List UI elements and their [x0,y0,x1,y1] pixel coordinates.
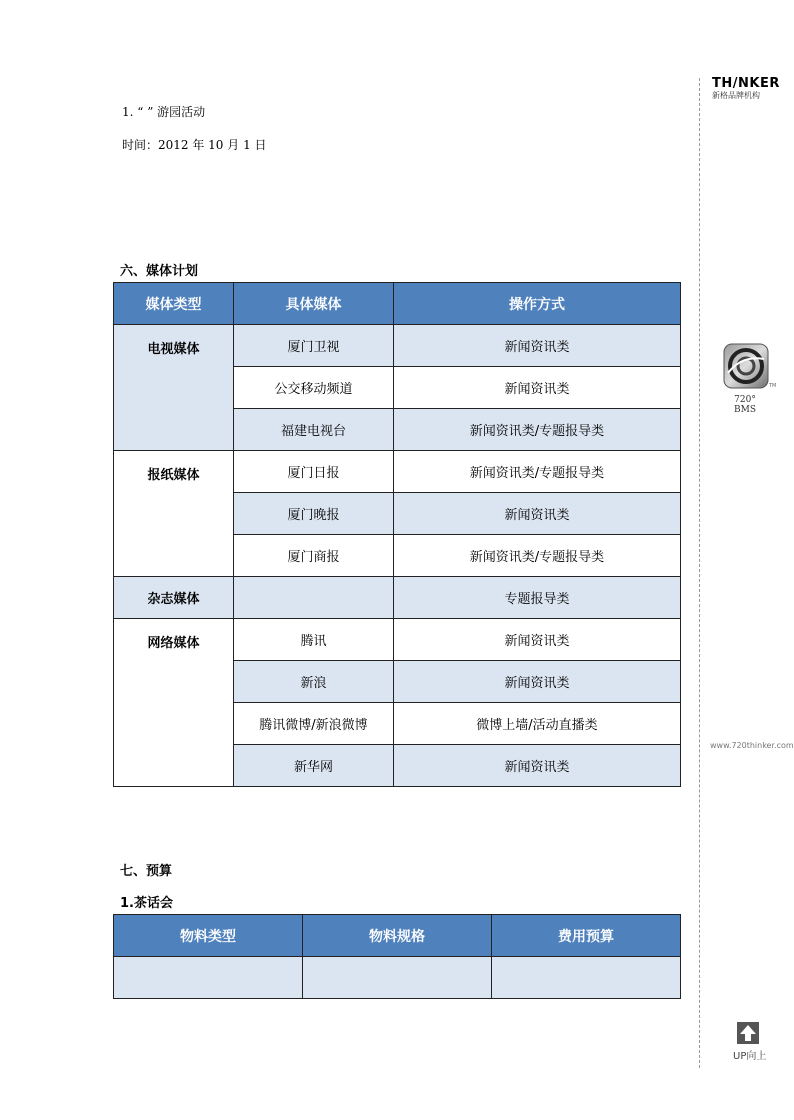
section-media-plan: 六、媒体计划 [120,264,199,279]
media-cell: 福建电视台 [234,409,394,451]
media-cell: 厦门商报 [234,535,394,577]
method-cell: 新闻资讯类 [394,493,681,535]
table-row [114,619,681,661]
media-type-cell: 网络媒体 [114,619,234,787]
up-label: UP向上 [733,1051,767,1062]
brand-name: TH/NKER [712,76,780,91]
budget-cell [492,957,681,999]
method-cell: 新闻资讯类 [394,619,681,661]
website-link[interactable]: www.720thinker.com [710,741,794,750]
header-material-type: 物料类型 [114,915,303,957]
table-header-row [114,915,681,957]
media-cell: 厦门晚报 [234,493,394,535]
up-arrow-icon [737,1022,759,1044]
header-budget: 费用预算 [492,915,681,957]
sidebar-divider [699,78,700,1068]
bms-emblem-icon [722,343,777,391]
method-cell: 微博上墙/活动直播类 [394,703,681,745]
thinker-logo [712,77,780,101]
media-type-cell: 报纸媒体 [114,451,234,577]
media-cell [234,577,394,619]
media-cell: 新浪 [234,661,394,703]
section-budget: 七、预算 [120,864,173,879]
activity-item: 1. “ ” 游园活动 [122,105,206,119]
media-cell: 腾讯 [234,619,394,661]
media-type-cell: 杂志媒体 [114,577,234,619]
media-cell: 新华网 [234,745,394,787]
media-type-cell: 电视媒体 [114,325,234,451]
media-cell: 厦门卫视 [234,325,394,367]
bms-label: 720° BMS [734,395,756,415]
method-cell: 新闻资讯类 [394,661,681,703]
header-material-spec: 物料规格 [303,915,492,957]
method-cell: 新闻资讯类/专题报导类 [394,409,681,451]
method-cell: 新闻资讯类 [394,745,681,787]
header-media-type: 媒体类型 [114,283,234,325]
activity-time: 时间：2012 年 10 月 1 日 [122,138,267,152]
table-header-row [114,283,681,325]
media-cell: 公交移动频道 [234,367,394,409]
table-row [114,325,681,367]
method-cell: 专题报导类 [394,577,681,619]
media-plan-table [113,282,681,787]
method-cell: 新闻资讯类 [394,325,681,367]
svg-text:TM: TM [769,383,777,389]
brand-subtitle: 新格品牌机构 [712,91,760,100]
material-type-cell [114,957,303,999]
media-cell: 厦门日报 [234,451,394,493]
method-cell: 新闻资讯类/专题报导类 [394,535,681,577]
table-row [114,577,681,619]
header-operation: 操作方式 [394,283,681,325]
method-cell: 新闻资讯类 [394,367,681,409]
budget-table [113,914,681,999]
subsection-tea-party: 1.茶话会 [120,896,173,911]
method-cell: 新闻资讯类/专题报导类 [394,451,681,493]
up-button[interactable] [733,1022,767,1062]
bms-logo [722,343,777,415]
media-cell: 腾讯微博/新浪微博 [234,703,394,745]
table-row [114,957,681,999]
material-spec-cell [303,957,492,999]
header-media-name: 具体媒体 [234,283,394,325]
table-row [114,451,681,493]
